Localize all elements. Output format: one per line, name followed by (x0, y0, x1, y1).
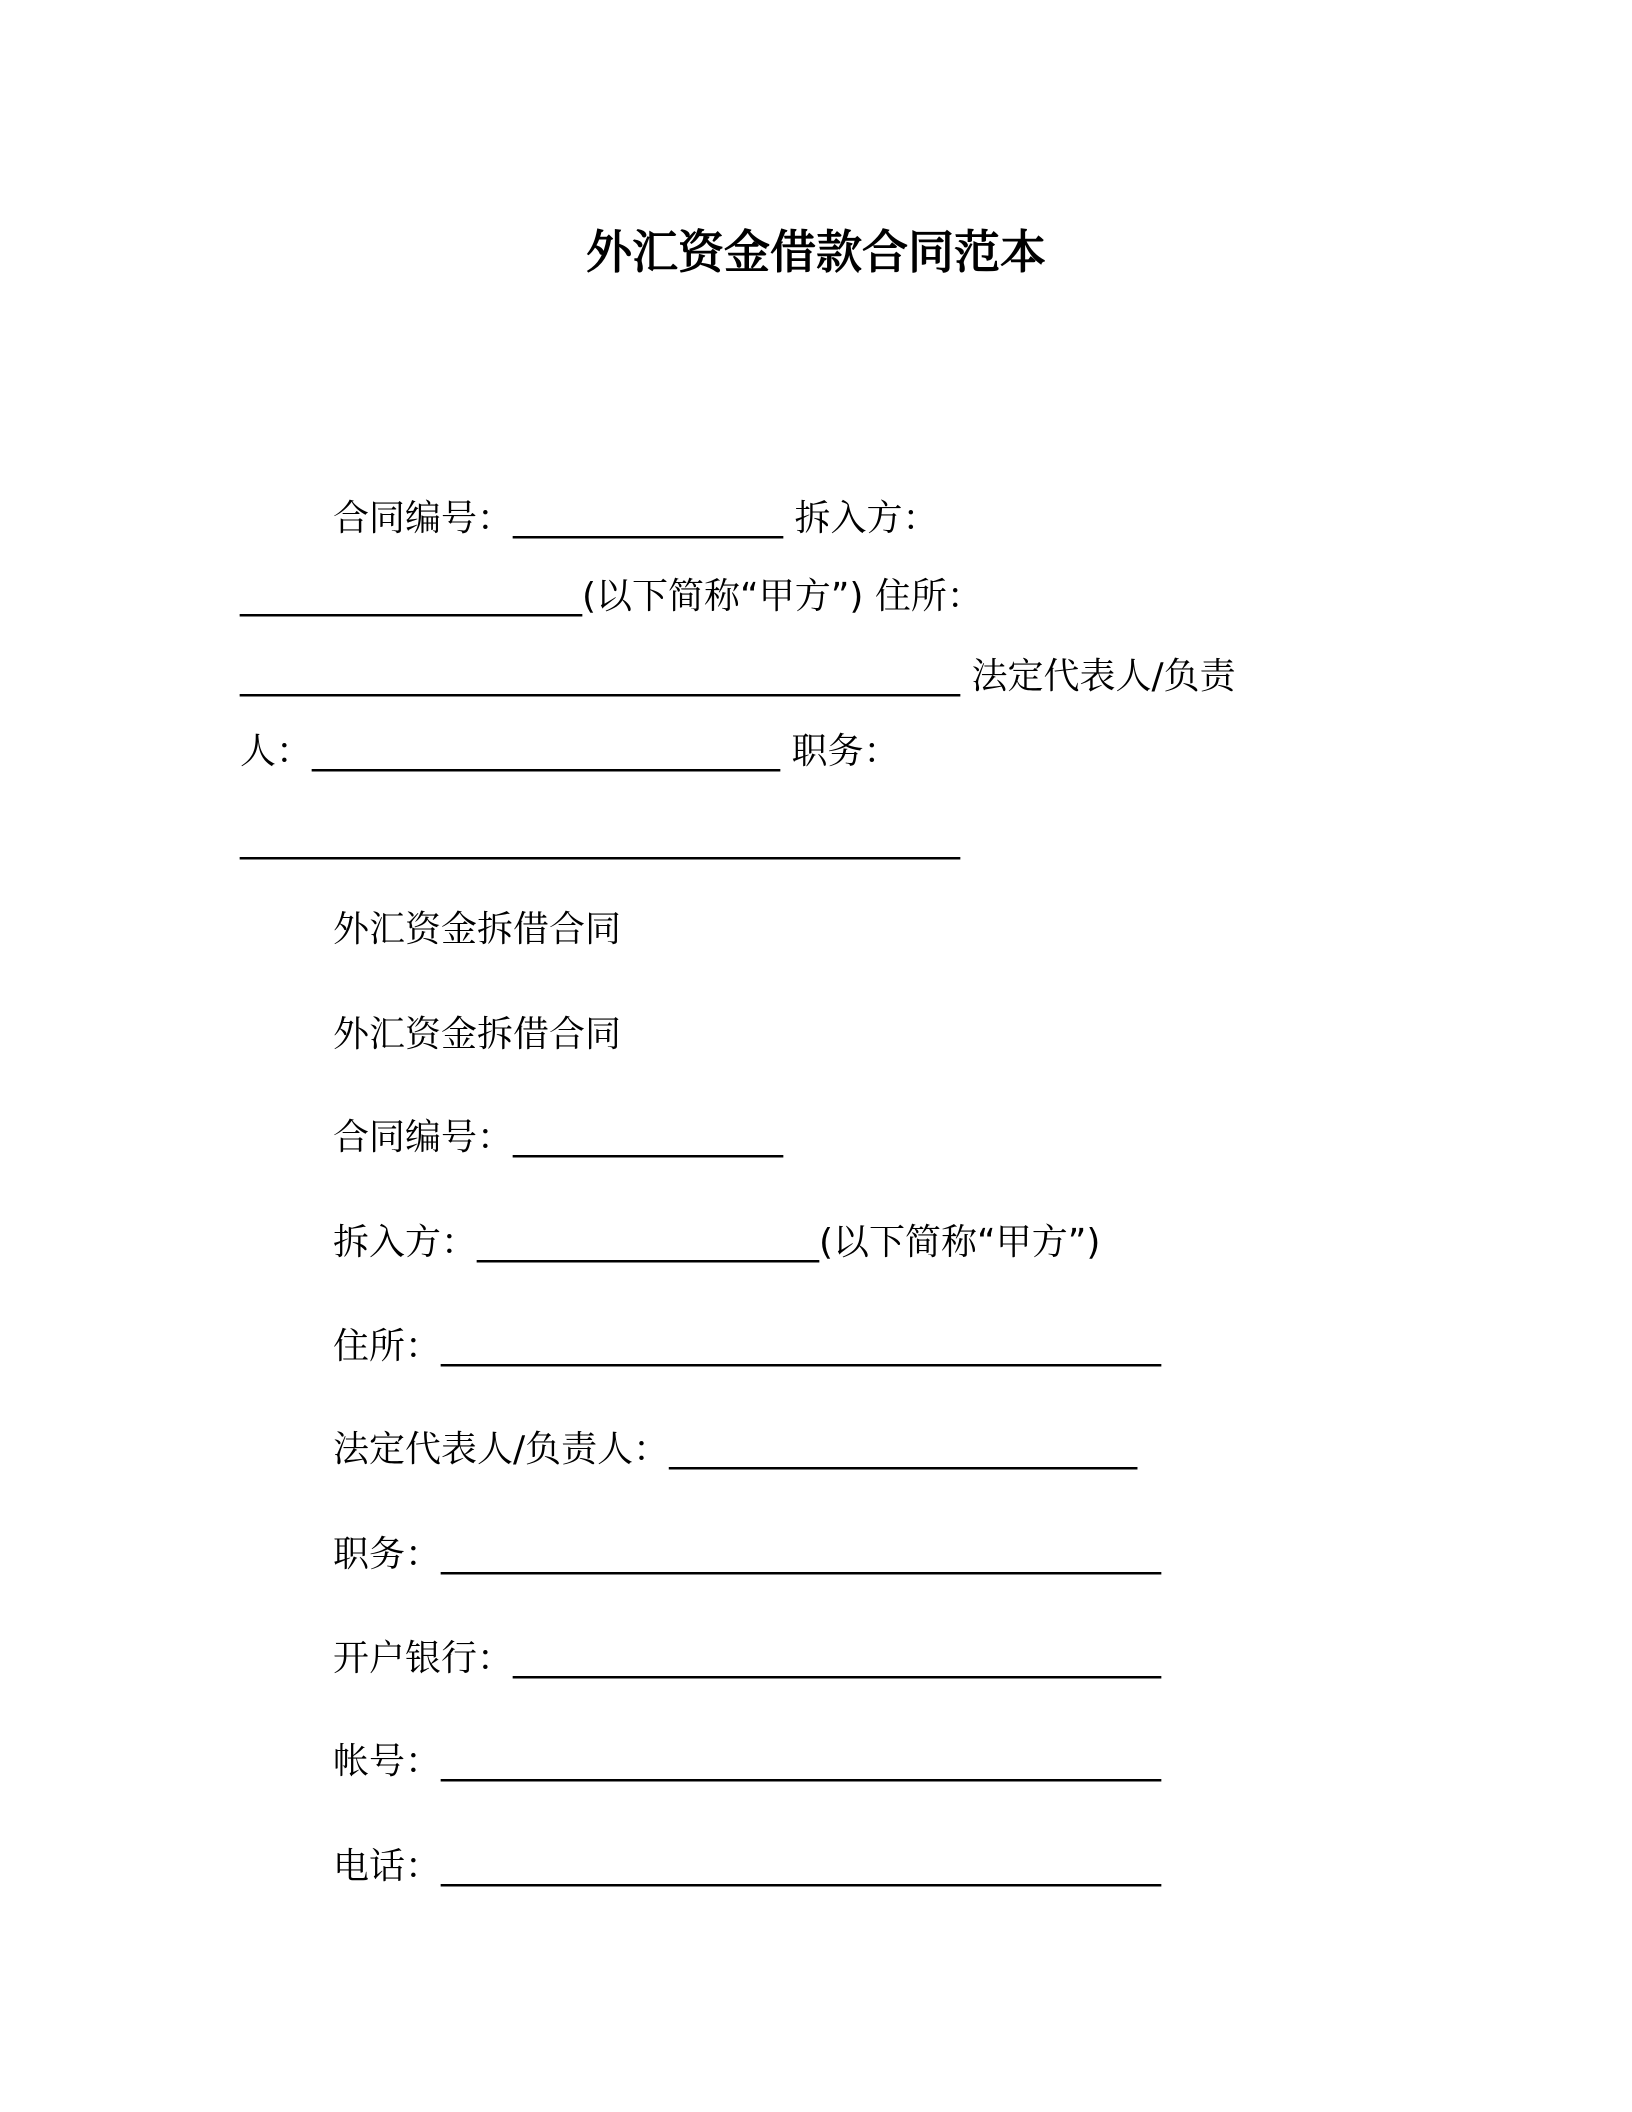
field-position: 职务：________________________________________ (333, 1534, 1162, 1575)
field-phone: 电话：________________________________________ (333, 1846, 1162, 1887)
field-account: 帐号：________________________________________ (333, 1741, 1162, 1782)
header-line-legal-rep: 人：__________________________ 职务： (240, 731, 900, 772)
header-line-position: ________________________________________ (240, 819, 960, 860)
field-address: 住所：________________________________________ (333, 1326, 1162, 1367)
field-contract-no: 合同编号：_______________ (333, 1117, 784, 1158)
field-borrower: 拆入方：___________________(以下简称“甲方”) (333, 1222, 1101, 1263)
header-line-address: ________________________________________ 法定代表人/负责 (240, 656, 1236, 697)
header-line-borrower: ___________________(以下简称“甲方”) 住所： (240, 576, 983, 617)
field-bank: 开户银行：____________________________________ (333, 1638, 1162, 1679)
document-title: 外汇资金借款合同范本 (586, 225, 1046, 279)
header-line-contract-no: 合同编号：_______________ 拆入方： (333, 498, 939, 539)
field-legal-rep: 法定代表人/负责人：__________________________ (333, 1429, 1138, 1470)
section-heading-2: 外汇资金拆借合同 (333, 1014, 622, 1055)
section-heading-1: 外汇资金拆借合同 (333, 909, 622, 950)
